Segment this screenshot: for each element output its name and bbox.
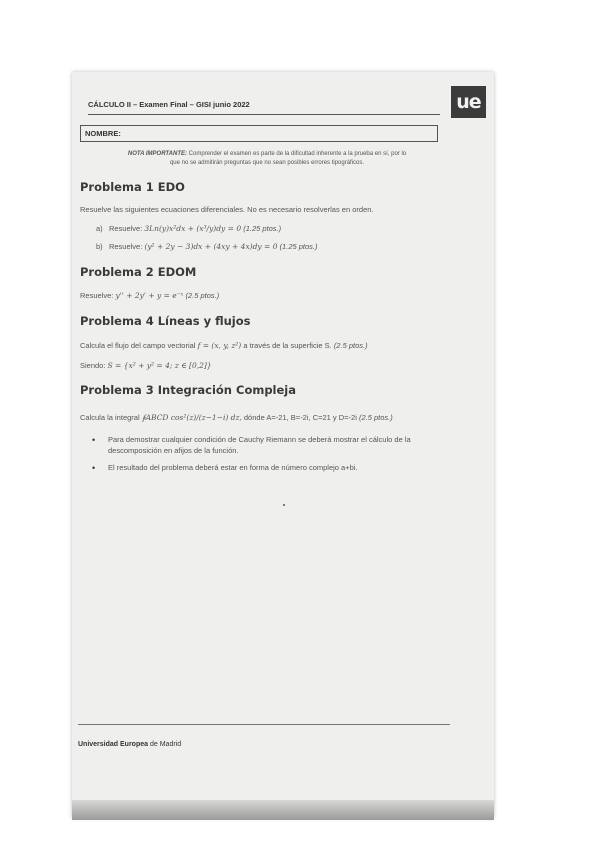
- problem-3-points: (2.5 ptos.): [358, 413, 393, 422]
- footer-institution: Universidad Europea: [78, 741, 149, 748]
- problem-4-line2: [80, 361, 212, 370]
- problem-1b-points: (1.25 ptos.): [279, 242, 318, 251]
- problem-3-statement: [80, 413, 393, 422]
- problem-4-field: f = (x, y, z²): [197, 341, 242, 350]
- problem-3-title: Problema 3 Integración Compleja: [80, 383, 297, 397]
- exam-title: CÁLCULO II – Examen Final – GISI junio 2022: [88, 100, 440, 115]
- desk-shadow: [72, 800, 494, 820]
- problem-4-points: (2.5 ptos.): [333, 341, 368, 350]
- problem-1-title: Problema 1 EDO: [80, 180, 185, 194]
- footer-suffix: de Madrid: [149, 741, 182, 748]
- problem-2-text: Resuelve:: [80, 291, 114, 300]
- bullet-2-text: El resultado del problema deberá estar en forma de número complejo a+bi.: [108, 463, 358, 472]
- note-line1: Comprender el examen es parte de la dificultad inherente a la prueba en sí, por lo: [188, 151, 407, 157]
- problem-2-title: Problema 2 EDOM: [80, 265, 197, 279]
- problem-4-siendo: Siendo:: [80, 361, 106, 370]
- name-field[interactable]: NOMBRE:: [80, 125, 438, 142]
- problem-1b-text: Resuelve:: [108, 242, 143, 251]
- problem-1b: [96, 242, 318, 251]
- problem-2-equation: y'' + 2y' + y = e⁻ˣ: [115, 291, 184, 300]
- problem-4-text-b: a través de la superficie S.: [243, 341, 332, 350]
- ue-logo: ue: [451, 86, 486, 118]
- problem-3-text-b: dónde A=-21, B=-2i, C=21 y D=-2i: [243, 413, 357, 422]
- problem-3-bullet-2: [92, 463, 448, 474]
- problem-1b-label: b): [96, 242, 103, 251]
- problem-3-integral: ∮ABCD cos²(z)/(z−1−i) dz,: [141, 413, 242, 422]
- problem-4-line1: [80, 341, 368, 350]
- problem-1a-points: (1.25 ptos.): [243, 224, 282, 233]
- problem-4-title: Problema 4 Líneas y flujos: [80, 314, 251, 328]
- note-label: NOTA IMPORTANTE:: [127, 151, 187, 157]
- problem-1a-label: a): [96, 224, 103, 233]
- problem-4-text-a: Calcula el flujo del campo vectorial: [80, 341, 196, 350]
- problem-1-intro: Resuelve las siguientes ecuaciones diferenciales. No es necesario resolverlas en orden.: [80, 205, 374, 214]
- bullet-icon: •: [92, 435, 96, 445]
- footer: [78, 741, 181, 748]
- problem-1b-equation: (y² + 2y − 3)dx + (4xy + 4x)dy = 0: [144, 242, 278, 251]
- problem-3-bullet-1: [92, 435, 448, 456]
- problem-3-text-a: Calcula la integral: [80, 413, 140, 422]
- problem-1a: [96, 224, 281, 233]
- problem-2-points: (2.5 ptos.): [185, 291, 220, 300]
- problem-1a-text: Resuelve:: [108, 224, 143, 233]
- note-line2: que no se admitirán preguntas que no sean posibles errores tipográficos.: [169, 160, 365, 166]
- bullet-1-text: Para demostrar cualquier condición de Cauchy Riemann se deberá mostrar el cálculo de la descomposición en afijos de la función.: [108, 435, 411, 455]
- problem-1a-equation: 3Ln(y)x²dx + (x³/y)dy = 0: [144, 224, 242, 233]
- problem-2-statement: [80, 291, 219, 300]
- bullet-icon: •: [92, 463, 96, 473]
- footer-rule: [78, 724, 450, 725]
- pencil-mark: [283, 504, 285, 506]
- important-note: [86, 150, 448, 168]
- problem-4-surface: S = {x² + y² = 4; z ∈ [0,2]}: [107, 361, 212, 370]
